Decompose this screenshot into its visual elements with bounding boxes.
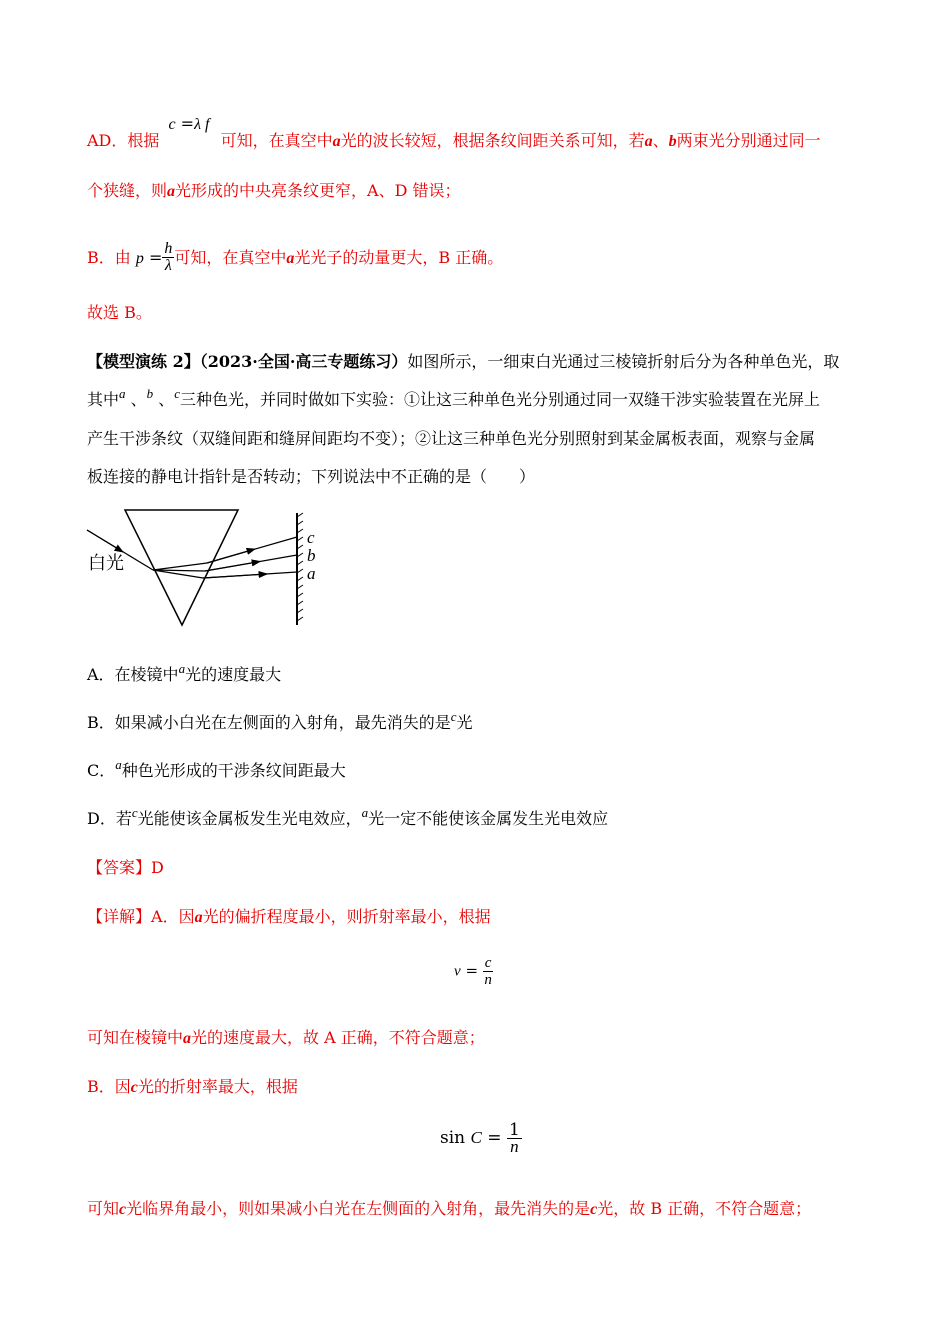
- prism-diagram: [85, 505, 330, 630]
- equation-sinc-1-n: sin C = $\frac{1}{n}$: [440, 1120, 520, 1156]
- question-line3: 产生干涉条纹（双缝间距和缝屏间距均不变）；②让这三种单色光分别照射到某金属板表面，观察与金属: [87, 429, 816, 448]
- paragraph-ad-line1: AD．根据 c =λ f 可知，在真空中a光的波长较短，根据条纹间距关系可知，若a、b两束光分别通过同一: [87, 114, 821, 150]
- label-c: c: [307, 528, 315, 547]
- conclusion-1: 故选 B。: [87, 303, 152, 322]
- paragraph-ad-line2: 个狭缝，则a光形成的中央亮条纹更窄，A、D 错误；: [87, 181, 461, 200]
- option-a: A．在棱镜中$^a$光的速度最大: [87, 661, 282, 684]
- question-line2: 其中$^a$ 、$^b$ 、$^c$三种色光，并同时做如下实验：①让这三种单色光分别通过同一双缝干涉实验装置在光屏上: [87, 386, 820, 409]
- paragraph-b-momentum: B．由 p = $\frac{h}{\lambda}$ 可知，在真空中a光光子的动量更大，B 正确。: [87, 240, 504, 274]
- prism-triangle: [125, 510, 238, 625]
- question-line1: 【模型演练 2】（2023·全国·高三专题练习）如图所示，一细束白光通过三棱镜折射后分为各种单色光，取: [87, 352, 840, 371]
- detail-a: 【详解】A．因a光的偏折程度最小，则折射率最小，根据: [87, 907, 491, 926]
- option-c: C．$^a$种色光形成的干涉条纹间距最大: [87, 757, 346, 780]
- label-a: a: [307, 564, 316, 583]
- equation-v-c-n: v = $\frac{c}{n}$: [454, 955, 492, 988]
- formula-p-h-lambda: p = $\frac{h}{\lambda}$: [135, 240, 173, 274]
- detail-b-conclusion: 可知c光临界角最小，则如果减小白光在左侧面的入射角，最先消失的是c光，故 B 正确，不符合题意；: [87, 1199, 812, 1218]
- question-line4: 板连接的静电计指针是否转动；下列说法中不正确的是（ ）: [87, 467, 536, 486]
- option-label: AD．根据: [87, 131, 160, 150]
- option-b: B．如果减小白光在左侧面的入射角，最先消失的是$^c$光: [87, 709, 473, 732]
- label-b: b: [307, 546, 316, 565]
- detail-b: B．因c光的折射率最大，根据: [87, 1077, 298, 1096]
- option-d: D．若$^c$光能使该金属板发生光电效应，$^a$光一定不能使该金属发生光电效应: [87, 805, 609, 828]
- answer: 【答案】D: [87, 858, 164, 877]
- label-white-light: 白光: [88, 553, 124, 574]
- detail-a-conclusion: 可知在棱镜中a光的速度最大，故 A 正确，不符合题意；: [87, 1028, 485, 1047]
- formula-c-lambda-f: c =λ f: [168, 114, 210, 133]
